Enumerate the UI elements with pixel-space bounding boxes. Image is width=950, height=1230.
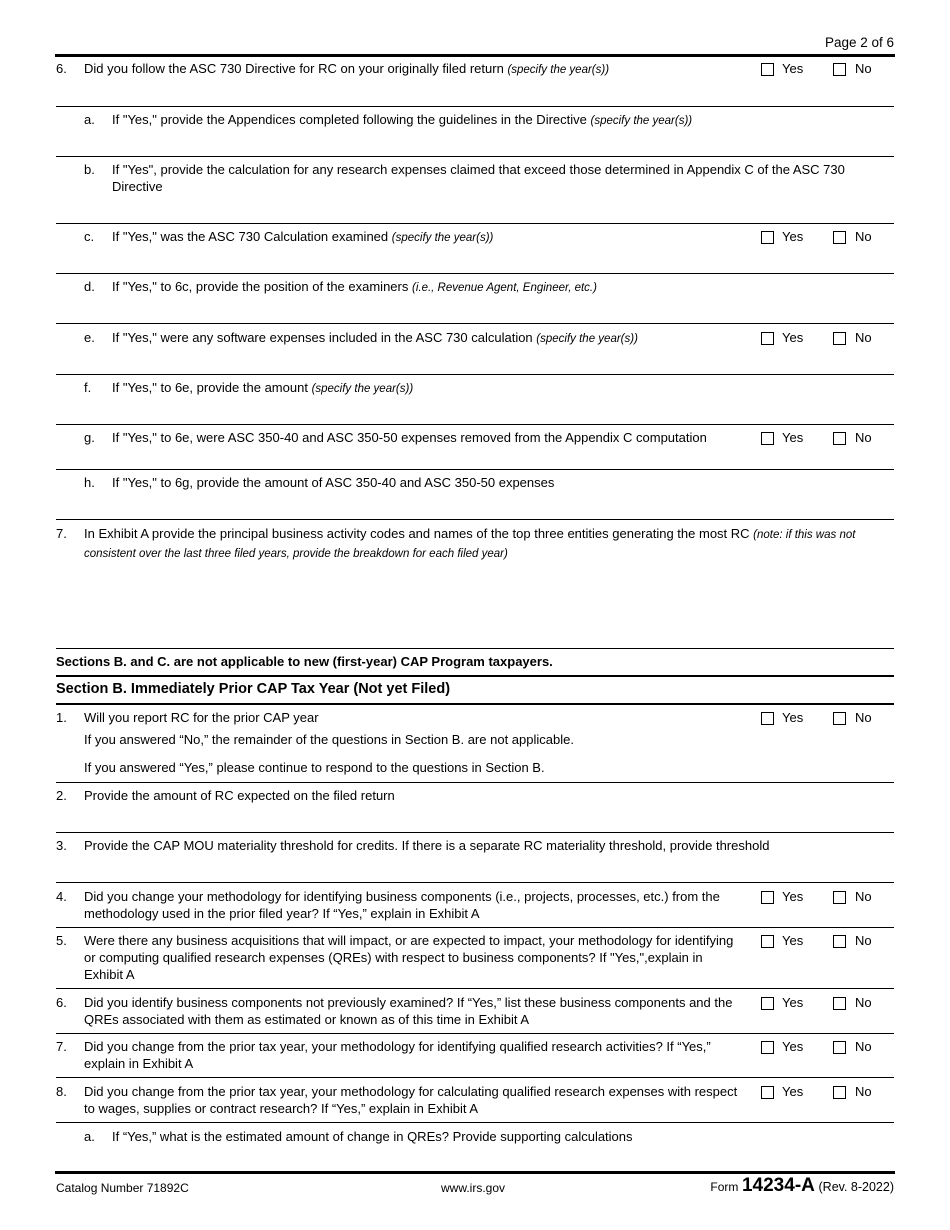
b8-number: 8. <box>56 1084 67 1099</box>
q6g-yes-checkbox[interactable] <box>761 432 774 445</box>
b7-text: Did you change from the prior tax year, your methodology for identifying qualified research activities? If “Yes,” explain in Exhibit A <box>84 1039 711 1071</box>
q6-yes-label: Yes <box>782 61 804 76</box>
b6-yes-label: Yes <box>782 995 804 1010</box>
b7-yes-label: Yes <box>782 1039 804 1054</box>
q6-yes-checkbox[interactable] <box>761 63 774 76</box>
divider <box>56 106 894 107</box>
divider <box>56 1033 894 1034</box>
divider <box>56 156 894 157</box>
q6h-letter: h. <box>84 475 95 490</box>
q6e-yes-checkbox[interactable] <box>761 332 774 345</box>
q6d-letter: d. <box>84 279 95 294</box>
sections-notice: Sections B. and C. are not applicable to new (first-year) CAP Program taxpayers. <box>56 654 553 669</box>
website: www.irs.gov <box>441 1181 506 1195</box>
b1-yes-checkbox[interactable] <box>761 712 774 725</box>
q6-number: 6. <box>56 61 67 76</box>
divider <box>56 1122 894 1123</box>
q6d-text: If "Yes," to 6c, provide the position of the examiners (i.e., Revenue Agent, Engineer, etc.) <box>112 279 597 294</box>
divider <box>56 675 894 677</box>
divider <box>56 323 894 324</box>
q6c-no-checkbox[interactable] <box>833 231 846 244</box>
divider <box>56 1077 894 1078</box>
b1-yes-label: Yes <box>782 710 804 725</box>
b6-no-label: No <box>855 995 872 1010</box>
q6-no-label: No <box>855 61 872 76</box>
b1-line3: If you answered “Yes,” please continue to respond to the questions in Section B. <box>84 760 545 775</box>
b8-no-checkbox[interactable] <box>833 1086 846 1099</box>
q6a-letter: a. <box>84 112 95 127</box>
b7-no-label: No <box>855 1039 872 1054</box>
b6-no-checkbox[interactable] <box>833 997 846 1010</box>
b1-text: Will you report RC for the prior CAP year <box>84 710 319 725</box>
q7-number: 7. <box>56 526 67 541</box>
form-id: Form 14234-A (Rev. 8-2022) <box>710 1175 894 1196</box>
b4-number: 4. <box>56 889 67 904</box>
divider <box>56 223 894 224</box>
divider <box>56 519 894 520</box>
q6-no-checkbox[interactable] <box>833 63 846 76</box>
b7-yes-checkbox[interactable] <box>761 1041 774 1054</box>
b5-number: 5. <box>56 933 67 948</box>
q7-text: In Exhibit A provide the principal business activity codes and names of the top three entities generating the most RC (note: if this was not consistent over the last three filed years, provide the breakdown for each filed year) <box>84 526 856 560</box>
section-b-title: Section B. Immediately Prior CAP Tax Year (Not yet Filed) <box>56 681 451 697</box>
footer-rule <box>55 1171 895 1174</box>
b6-yes-checkbox[interactable] <box>761 997 774 1010</box>
b4-yes-label: Yes <box>782 889 804 904</box>
q6g-text: If "Yes," to 6e, were ASC 350-40 and ASC 350-50 expenses removed from the Appendix C computation <box>112 430 707 445</box>
divider <box>56 703 894 705</box>
q6c-yes-label: Yes <box>782 229 804 244</box>
divider <box>56 374 894 375</box>
q6c-yes-checkbox[interactable] <box>761 231 774 244</box>
q6e-no-checkbox[interactable] <box>833 332 846 345</box>
b5-no-checkbox[interactable] <box>833 935 846 948</box>
b3-text: Provide the CAP MOU materiality threshold for credits. If there is a separate RC materiality threshold, provide threshold <box>84 838 770 853</box>
q6g-letter: g. <box>84 430 95 445</box>
q6e-yes-label: Yes <box>782 330 804 345</box>
b5-no-label: No <box>855 933 872 948</box>
divider <box>56 469 894 470</box>
header-rule <box>55 54 895 57</box>
q6c-no-label: No <box>855 229 872 244</box>
b2-number: 2. <box>56 788 67 803</box>
b8-yes-label: Yes <box>782 1084 804 1099</box>
divider <box>56 882 894 883</box>
divider <box>56 832 894 833</box>
b7-number: 7. <box>56 1039 67 1054</box>
q6e-no-label: No <box>855 330 872 345</box>
catalog-number: Catalog Number 71892C <box>56 1181 189 1195</box>
q6e-text: If "Yes," were any software expenses included in the ASC 730 calculation (specify the year(s)) <box>112 330 638 345</box>
b8a-text: If “Yes,” what is the estimated amount of change in QREs? Provide supporting calculations <box>112 1129 633 1144</box>
b2-text: Provide the amount of RC expected on the filed return <box>84 788 395 803</box>
b8-no-label: No <box>855 1084 872 1099</box>
b5-yes-label: Yes <box>782 933 804 948</box>
b1-no-checkbox[interactable] <box>833 712 846 725</box>
q6f-text: If "Yes," to 6e, provide the amount (specify the year(s)) <box>112 380 414 395</box>
b8-yes-checkbox[interactable] <box>761 1086 774 1099</box>
b6-number: 6. <box>56 995 67 1010</box>
q6-text: Did you follow the ASC 730 Directive for RC on your originally filed return (specify the year(s)) <box>84 61 610 76</box>
q6f-letter: f. <box>84 380 92 395</box>
q6c-letter: c. <box>84 229 95 244</box>
q6e-letter: e. <box>84 330 95 345</box>
divider <box>56 927 894 928</box>
b4-yes-checkbox[interactable] <box>761 891 774 904</box>
b3-number: 3. <box>56 838 67 853</box>
b5-yes-checkbox[interactable] <box>761 935 774 948</box>
q6c-text: If "Yes," was the ASC 730 Calculation examined (specify the year(s)) <box>112 229 494 244</box>
divider <box>56 782 894 783</box>
divider <box>56 988 894 989</box>
q6g-yes-label: Yes <box>782 430 804 445</box>
divider <box>56 648 894 649</box>
divider <box>56 424 894 425</box>
q6g-no-label: No <box>855 430 872 445</box>
q6g-no-checkbox[interactable] <box>833 432 846 445</box>
b8a-letter: a. <box>84 1129 95 1144</box>
b6-text: Did you identify business components not previously examined? If “Yes,” list these business components and the QREs associated with them as estimated or known as of this time in Exhibit A <box>84 995 733 1027</box>
b4-no-checkbox[interactable] <box>833 891 846 904</box>
b7-no-checkbox[interactable] <box>833 1041 846 1054</box>
b1-no-label: No <box>855 710 872 725</box>
q6a-text: If "Yes," provide the Appendices completed following the guidelines in the Directive (specify the year(s)) <box>112 112 693 127</box>
b5-text: Were there any business acquisitions that will impact, or are expected to impact, your methodology for identifying or computing qualified research expenses (QREs) with respect to business components? If "Yes,",explain in Exhibit A <box>84 933 734 982</box>
divider <box>56 273 894 274</box>
b1-line2: If you answered “No,” the remainder of the questions in Section B. are not applicable. <box>84 732 574 747</box>
q6h-text: If "Yes," to 6g, provide the amount of ASC 350-40 and ASC 350-50 expenses <box>112 475 555 490</box>
page-number: Page 2 of 6 <box>824 35 894 50</box>
q6b-letter: b. <box>84 162 95 177</box>
b4-no-label: No <box>855 889 872 904</box>
b8-text: Did you change from the prior tax year, your methodology for calculating qualified research expenses with respect to wages, supplies or contract research? If “Yes,” explain in Exhibit A <box>84 1084 738 1116</box>
b1-number: 1. <box>56 710 67 725</box>
q6b-text: If "Yes", provide the calculation for any research expenses claimed that exceed those determined in Appendix C of the ASC 730 Directive <box>112 162 845 194</box>
b4-text: Did you change your methodology for identifying business components (i.e., projects, processes, etc.) from the methodology used in the prior filed year? If “Yes,” explain in Exhibit A <box>84 889 720 921</box>
